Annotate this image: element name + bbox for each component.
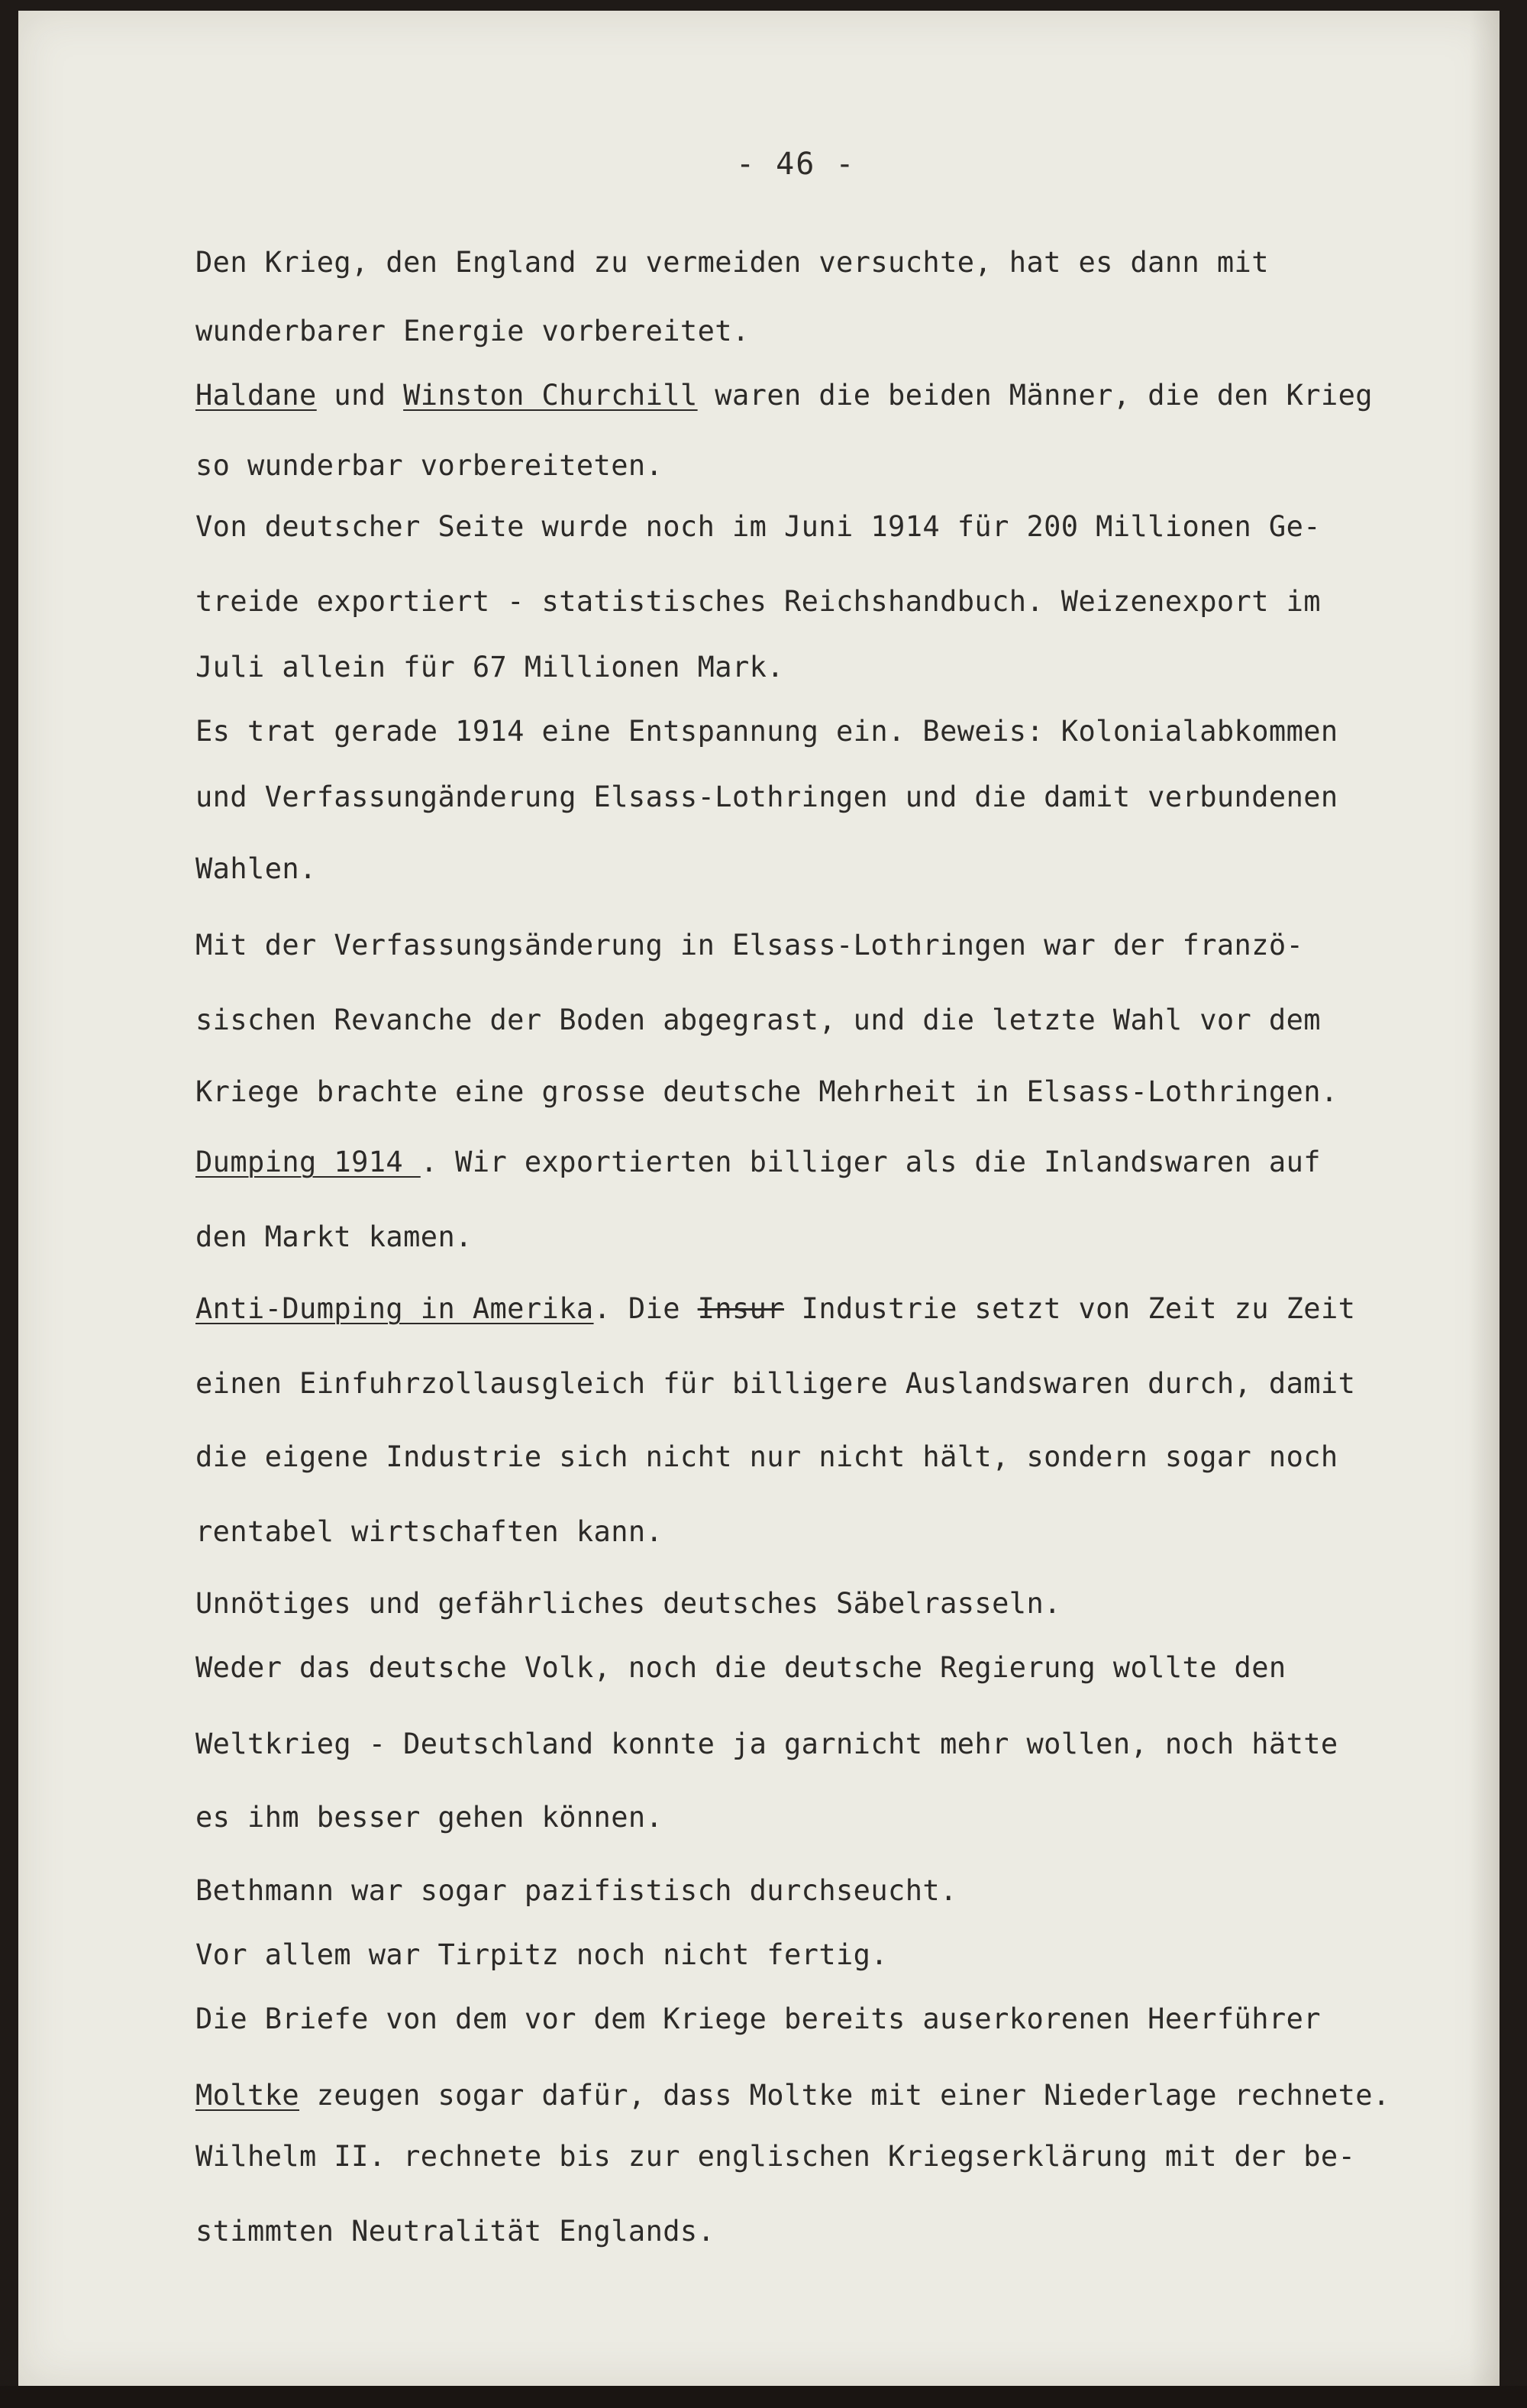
line-text: Juli allein für 67 Millionen Mark. [195,651,784,684]
text-line-13 [195,1075,1338,1108]
line-text: Den Krieg, den England zu vermeiden versuchte, hat es dann mit [195,246,1269,279]
line-text: die eigene Industrie sich nicht nur nicht hält, sondern sogar noch [195,1440,1338,1473]
line-text: den Markt kamen. [195,1220,473,1253]
text-line-29 [195,2215,715,2248]
line-text: Weder das deutsche Volk, noch die deutsche Regierung wollte den [195,1651,1286,1684]
text-line-21 [195,1651,1286,1684]
text-line-24 [195,1874,957,1907]
line-text: waren die beiden Männer, die den Krieg [697,379,1373,412]
text-line-11 [195,929,1303,962]
text-line-17 [195,1367,1355,1400]
line-text: Bethmann war sogar pazifistisch durchseucht. [195,1874,957,1907]
text-line-5 [195,510,1321,543]
text-line-28 [195,2140,1355,2173]
text-line-9 [195,781,1338,813]
line-text: Mit der Verfassungsänderung in Elsass-Lothringen war der franzö- [195,929,1304,962]
line-text: und Verfassungänderung Elsass-Lothringen und die damit verbundenen [195,781,1338,813]
text-line-18 [195,1440,1338,1473]
text-line-27 [195,2079,1390,2112]
text-line-12 [195,1004,1321,1036]
line-text: sischen Revanche der Boden abgegrast, und die letzte Wahl vor dem [195,1004,1321,1036]
text-line-7 [195,651,784,684]
text-line-3 [195,379,1373,412]
underlined-heading-dumping: Dumping 1914 [195,1146,421,1178]
line-text: wunderbarer Energie vorbereitet. [195,315,750,347]
text-line-6 [195,585,1321,618]
line-text: Von deutscher Seite wurde noch im Juni 1914 für 200 Millionen Ge- [195,510,1321,543]
underlined-name-moltke: Moltke [195,2079,300,2112]
struck-out-word: Insur [697,1292,784,1325]
text-line-26 [195,2002,1321,2035]
line-text: . Wir exportierten billiger als die Inlandswaren auf [420,1146,1321,1178]
paper-sheet [18,11,1500,2386]
line-text: Kriege brachte eine grosse deutsche Mehrheit in Elsass-Lothringen. [195,1075,1338,1108]
line-text: zeugen sogar dafür, dass Moltke mit einer Niederlage rechnete. [299,2079,1390,2112]
underlined-name-churchill: Winston Churchill [403,379,698,412]
scan-background-strip [0,2386,1527,2408]
line-text: rentabel wirtschaften kann. [195,1515,663,1548]
underlined-name-haldane: Haldane [195,379,317,412]
text-line-4 [195,449,663,482]
text-line-20 [195,1587,1061,1620]
text-line-10 [195,852,317,885]
line-text: Vor allem war Tirpitz noch nicht fertig. [195,1938,889,1971]
page-number: - 46 - [736,147,856,182]
text-line-2 [195,315,750,347]
line-text: Wahlen. [195,852,317,885]
text-line-16 [195,1292,1355,1325]
underlined-heading-anti-dumping: Anti-Dumping in Amerika [195,1292,594,1325]
text-line-23 [195,1801,663,1834]
text-line-15 [195,1220,473,1253]
text-line-8 [195,715,1338,748]
line-text: Die Briefe von dem vor dem Kriege bereits auserkorenen Heerführer [195,2002,1321,2035]
text-line-1 [195,246,1269,279]
line-text: treide exportiert - statistisches Reichshandbuch. Weizenexport im [195,585,1321,618]
line-text: . Die [593,1292,698,1325]
text-line-22 [195,1728,1338,1760]
line-text: Es trat gerade 1914 eine Entspannung ein. Beweis: Kolonialabkommen [195,715,1338,748]
line-text: so wunderbar vorbereiteten. [195,449,663,482]
line-text: Unnötiges und gefährliches deutsches Säbelrasseln. [195,1587,1061,1620]
line-text: einen Einfuhrzollausgleich für billigere Auslandswaren durch, damit [195,1367,1356,1400]
line-text: Industrie setzt von Zeit zu Zeit [784,1292,1356,1325]
line-text: Wilhelm II. rechnete bis zur englischen Kriegserklärung mit der be- [195,2140,1356,2173]
line-text: Weltkrieg - Deutschland konnte ja garnicht mehr wollen, noch hätte [195,1728,1338,1760]
paper-edge-shadow [1469,11,1500,2386]
text-line-25 [195,1938,888,1971]
text-line-14 [195,1146,1321,1178]
text-line-19 [195,1515,663,1548]
line-text: stimmten Neutralität Englands. [195,2215,715,2248]
line-text: es ihm besser gehen können. [195,1801,663,1834]
line-text: und [316,379,404,412]
